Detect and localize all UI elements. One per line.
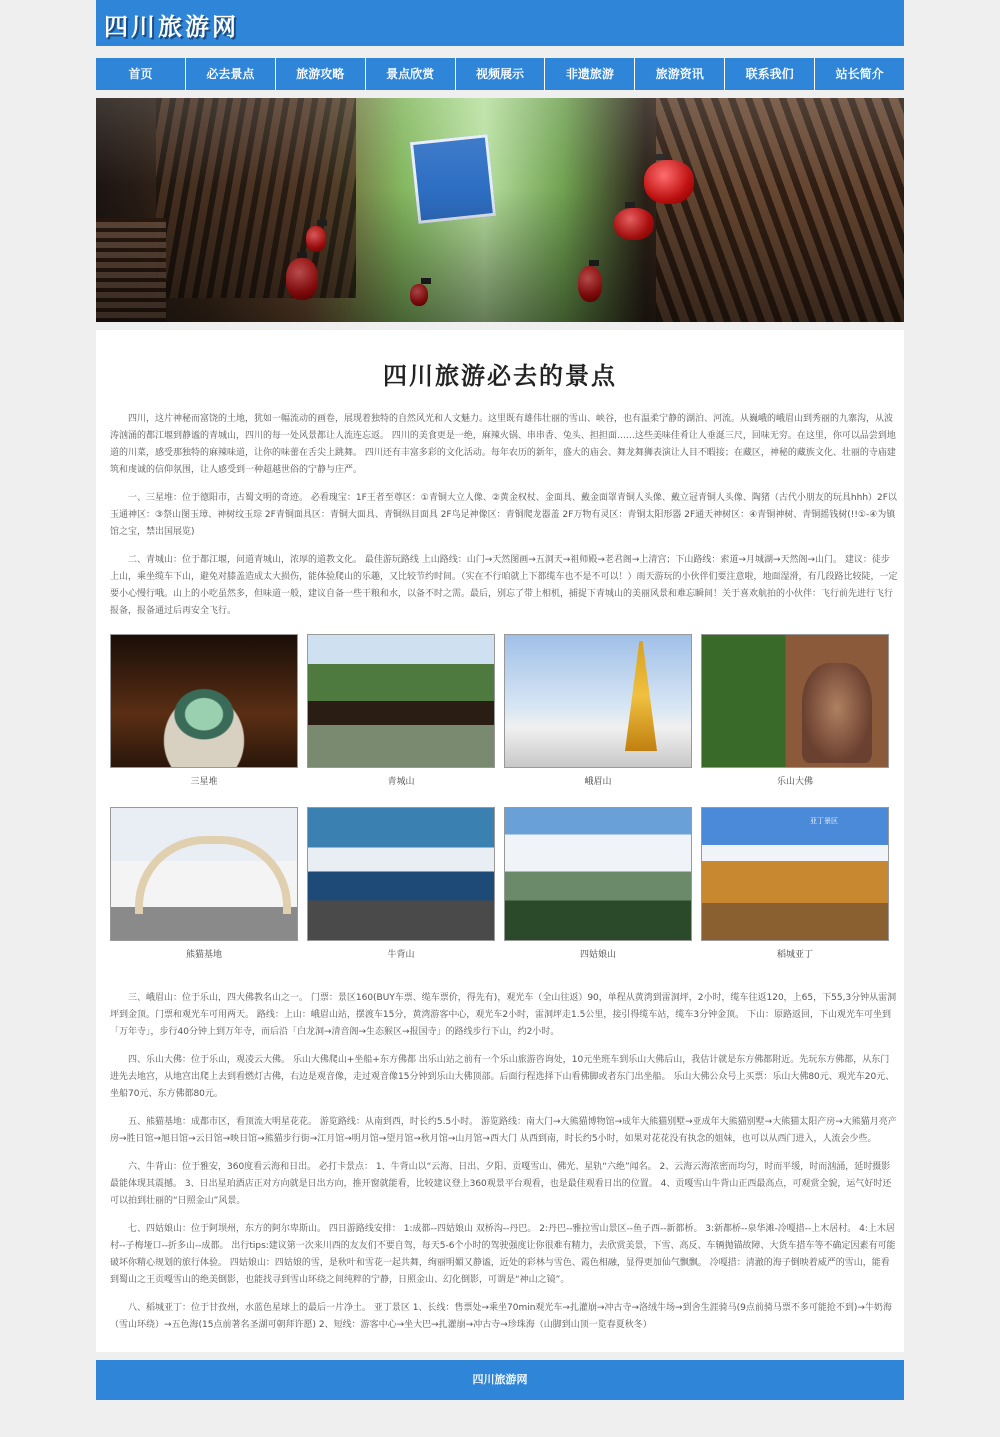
paragraph-daocheng: 八、稻城亚丁：位于甘孜州，水蓝色星球上的最后一片净土。 亚丁景区 1、长线：售票处→乘坐70min观光车→扎灌崩→冲古寺→洛绒牛场→到舍生涯骑马(9点前骑马票不多可能抢不到)→牛奶海（雪山环绕）→五色海(15点前著名圣湖可朝拜许愿) 2、短线：游客中心→坐大巴→扎灌崩→冲古寺→珍珠海（山脚到山顶一览春夏秋冬） xyxy=(110,1303,892,1330)
gallery-caption: 三星堆 xyxy=(190,777,218,787)
nav-item-video[interactable]: 视频展示 xyxy=(456,58,546,90)
gallery-item-panda[interactable] xyxy=(110,807,298,980)
nav-item-news[interactable]: 旅游资讯 xyxy=(635,58,725,90)
paragraph-qingcheng: 二、青城山：位于都江堰，问道青城山，浓厚的道教文化。 最佳游玩路线 上山路线：山门→天然图画→五洞天→祖师殿→老君阁→上清宫；下山路线：索道→月城湖→天然阁→山门。 建议：徒步上山，乘坐缆车下山，避免对膝盖造成太大损伤，能体验爬山的乐趣，又比较节约时间。（实在不行咱就上下都缆车也不是不可以！）雨天游玩的小伙伴们要注意啦，地面湿滑，有几段路比较陡，一定要小心慢行哦。山上的小吃虽然多，但味道一般，建议自备一些干粮和水，以备不时之需。最后，别忘了带上相机，捕捉下青城山的美丽风景和难忘瞬间！关于喜欢航拍的小伙伴：飞行前先进行飞行报备，报备通过后再安全飞行。 xyxy=(110,555,898,616)
nav-item-scenery[interactable]: 景点欣赏 xyxy=(366,58,456,90)
nav-item-heritage[interactable]: 非遗旅游 xyxy=(545,58,635,90)
image-watermark: 亚丁景区 xyxy=(810,817,838,825)
nav-item-about[interactable]: 站长简介 xyxy=(835,67,884,81)
page-title: 四川旅游必去的景点 xyxy=(383,362,617,390)
gallery-item-niubei[interactable] xyxy=(307,807,495,980)
gallery-item-siguniang[interactable] xyxy=(504,807,692,980)
page-wrapper xyxy=(96,0,904,1400)
intro-paragraph: 四川，这片神秘而富饶的土地，犹如一幅流动的画卷，展现着独特的自然风光和人文魅力。这里既有雄伟壮丽的雪山、峡谷，也有温柔宁静的湖泊、河流。从巍峨的峨眉山到秀丽的九寨沟，从波涛汹涌的都江堰到静谧的青城山，四川的每一处风景都让人流连忘返。 四川的美食更是一绝，麻辣火锅、串串香、兔头、担担面……这些美味佳肴让人垂涎三尺，回味无穷。在这里，你可以品尝到地道的川菜，感受那独特的麻辣味道，让你的味蕾在舌尖上跳舞。 四川还有丰富多彩的文化活动。每年农历的新年，盛大的庙会、舞龙舞狮表演让人目不暇接；在藏区，神秘的藏族文化、壮丽的寺庙建筑和虔诚的信仰氛围，让人感受到一种超越世俗的宁静与庄严。 xyxy=(110,414,896,475)
gallery-item-sanxingdui[interactable] xyxy=(110,634,298,807)
gallery-image[interactable] xyxy=(701,634,889,768)
paragraph-leshan: 四、乐山大佛：位于乐山，观凌云大佛。 乐山大佛爬山+坐船+东方佛都 出乐山站之前有一个乐山旅游咨询处，10元坐班车到乐山大佛后山，我估计就是东方佛都附近。先玩东方佛都，从东门进先去地宫，从地宫出爬上去到看燃灯古佛，右边是观音像，走过观音像15分钟到乐山大佛顶部。后面行程选择下山看佛脚或者东门出坐船。 乐山大佛公众号上买票：乐山大佛80元、观光车20元、坐船70元、东方佛都80元。 xyxy=(110,1055,895,1099)
paragraph-emei: 三、峨眉山：位于乐山，四大佛教名山之一。 门票：景区160(BUY车票、缆车票价，得先有)，观光车（全山往返）90，单程从黄湾到雷洞坪，2小时，缆车往返120，上65，下55,3分钟从雷洞坪到金顶。门票和观光车可用两天。 路线：上山：峨眉山站，摆渡车15分，黄湾游客中心，观光车2小时，雷洞坪走1.5公里，接引得缆车站，缆车3分钟金顶。 下山：原路返回，下山观光车可坐到「万年寺」，步行40分钟上到万年寺，而后沿「白龙洞→清音阁→生态猴区→报国寺」的路线步行下山，约2小时。 xyxy=(110,993,897,1037)
gallery-item-leshan[interactable] xyxy=(701,634,889,807)
gallery-image[interactable] xyxy=(110,807,298,941)
site-logo[interactable]: 四川旅游网 xyxy=(104,13,239,41)
gallery-item-emei[interactable] xyxy=(504,634,692,807)
main-content xyxy=(96,330,904,1352)
gallery-caption: 四姑娘山 xyxy=(579,950,616,960)
gallery-item-daocheng[interactable] xyxy=(701,807,889,980)
gallery-image[interactable] xyxy=(307,634,495,768)
paragraph-sanxingdui: 一、三星堆：位于德阳市，古蜀文明的奇迹。 必看瑰宝：1F王者至尊区：①青铜大立人像、②黄金权杖、金面具、戴金面罩青铜人头像、戴立冠青铜人头像、陶猪（古代小朋友的玩具hhh）2F以玉通神区：③祭山图玉璋、神树纹玉琮 2F青铜面具区：青铜大面具、青铜纵目面具 2F鸟足神像区：青铜爬龙器盖 2F万物有灵区：青铜太阳形器 2F通天神树区：④青铜神树、青铜摇钱树(!!①-④为镇馆之宝，禁出国展览) xyxy=(110,493,897,537)
site-footer: 四川旅游网 xyxy=(96,1360,904,1400)
paragraph-niubei: 六、牛背山：位于雅安，360度看云海和日出。 必打卡景点： 1、牛背山以“云海、日出、夕阳、贡嘎雪山、佛光、星轨“六绝”闻名。 2、云海云海浓密而均匀，时而平缓，时而汹涌，延时摄影最能体现其震撼。 3、日出星珀酒店正对方向就是日出方向，推开窗就能看，比较建议登上360观景平台观看，也是最佳观看日出的位置。 4、贡嘎雪山牛背山正西最高点，可观赏全貌，运气好时还可以拍到壮丽的“日照金山”风景。 xyxy=(110,1162,892,1206)
main-nav xyxy=(96,58,904,90)
nav-item-guide[interactable]: 旅游攻略 xyxy=(276,58,366,90)
paragraph-siguniang: 七、四姑娘山：位于阿坝州，东方的阿尔卑斯山。 四日游路线安排： 1:成都--四姑娘山 双桥沟--丹巴。 2:丹巴--雅拉雪山景区--鱼子西--新都桥。 3:新都桥--泉华滩-冷嘎措--上木居村。 4:上木居村--子梅垭口--折多山--成都。 出行tips:建议第一次来川西的友友们不要自驾，每天5-6个小时的驾驶强度让你很难有精力，去欣赏美景，下雪、高反、车辆抛锚故障、大货车措车等不确定因素有可能破坏你精心规划的旅行体验。 四姑娘山：四姑娘的雪，是秋叶和雪花一起共舞，绚丽明媚又静谧，近处的彩林与雪色、霞色相融，显得更加仙气飘飘。 冷嘎措：清澈的海子倒映着威严的雪山，能看到蜀山之王贡嘎雪山的绝美倒影，也能找寻到雪山环绕之间纯粹的宁静，日照金山、幻化倒影，可谓是“神山之镜”。 xyxy=(110,1224,896,1285)
nav-item-must-see[interactable]: 必去景点 xyxy=(186,58,276,90)
nav-item-home[interactable]: 首页 xyxy=(96,58,186,90)
banner-image xyxy=(96,98,904,322)
gallery-caption: 青城山 xyxy=(387,777,415,787)
gallery-caption: 熊猫基地 xyxy=(185,950,222,960)
gallery-item-qingcheng[interactable] xyxy=(307,634,495,807)
gallery-caption: 峨眉山 xyxy=(584,777,612,787)
paragraph-panda: 五、熊猫基地：成都市区，看顶流大明星花花。 游览路线：从南到西，时长约5.5小时。 游览路线：南大门→大熊猫博物馆→成年大熊猫别墅→亚成年大熊猫别墅→大熊猫太阳产房→大熊猫月亮产房→胜日馆→旭日馆→云日馆→映日馆→熊猫步行街→江月馆→明月馆→望月馆→秋月馆→山月馆→西大门 从西到南，时长约5小时，如果对花花没有执念的姐妹，也可以从西门进入，人流会少些。 xyxy=(110,1117,897,1144)
nav-item-contact[interactable]: 联系我们 xyxy=(725,58,815,90)
site-header xyxy=(96,0,904,46)
gallery-image[interactable] xyxy=(701,807,889,941)
gallery-image[interactable] xyxy=(504,807,692,941)
gallery-caption: 牛背山 xyxy=(387,950,415,960)
gallery-caption: 乐山大佛 xyxy=(776,777,813,787)
gallery-caption: 稻城亚丁 xyxy=(776,950,813,960)
scenic-gallery xyxy=(110,634,900,980)
gallery-image[interactable] xyxy=(504,634,692,768)
gallery-image[interactable] xyxy=(307,807,495,941)
gallery-image[interactable] xyxy=(110,634,298,768)
